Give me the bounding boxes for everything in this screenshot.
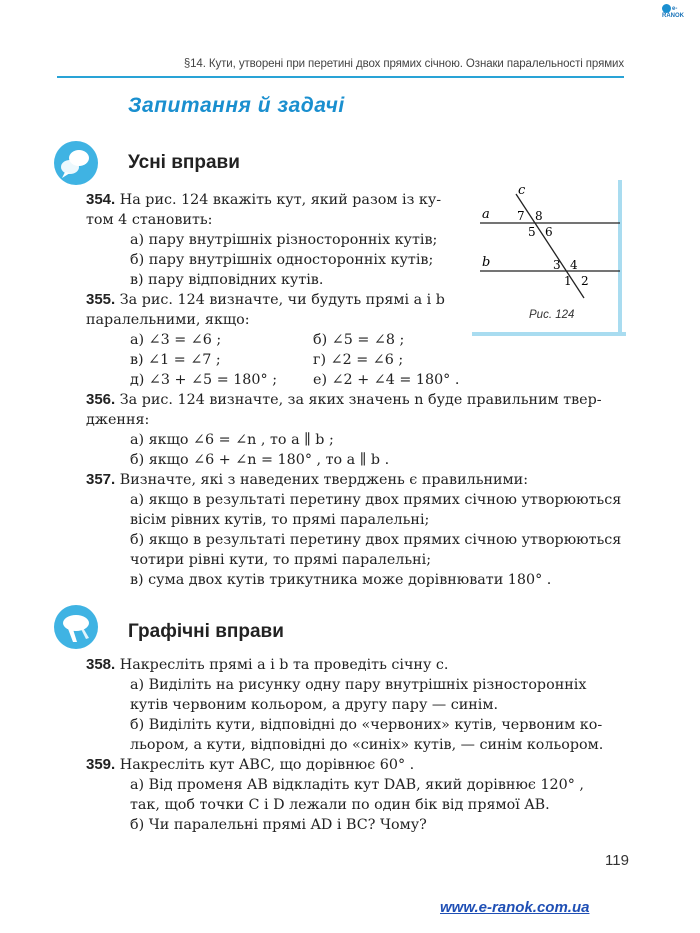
exercise-355-number: 355. xyxy=(86,291,116,308)
angle-label-7: 7 xyxy=(517,209,525,223)
exercise-354-option-a: а) пару внутрішніх різносторонніх кутів; xyxy=(130,232,438,248)
exercise-359-line-1: 359. Накресліть кут ABC, що дорівнює 60° . xyxy=(86,756,415,773)
angle-label-5: 5 xyxy=(528,225,536,239)
header-divider xyxy=(57,76,624,78)
angle-label-8: 8 xyxy=(535,209,543,223)
label-c: c xyxy=(518,183,526,198)
drawing-compass-icon xyxy=(53,604,99,650)
exercise-357-option-c: в) сума двох кутів трикутника може дорівнювати 180° . xyxy=(130,572,552,588)
angle-label-1: 1 xyxy=(564,274,572,288)
exercise-359-option-b: б) Чи паралельні прямі AD і BC? Чому? xyxy=(130,817,427,833)
exercise-357-option-a-line-2: вісім рівних кутів, то прямі паралельні; xyxy=(130,512,430,528)
exercise-358-option-a-line-2: кутів червоним кольором, а другу пару — синім. xyxy=(130,697,499,713)
exercise-355-option-g: г) ∠2 = ∠6 ; xyxy=(313,352,404,368)
exercise-357-option-b-line-2: чотири рівні кути, то прямі паралельні; xyxy=(130,552,432,568)
angle-label-3: 3 xyxy=(553,258,561,272)
publisher-logo: e-RANOK xyxy=(662,4,698,18)
exercise-355-line-2: паралельними, якщо: xyxy=(86,312,250,328)
angle-label-2: 2 xyxy=(581,274,589,288)
angle-label-4: 4 xyxy=(570,258,578,272)
exercise-357-number: 357. xyxy=(86,471,116,488)
exercise-356-line-1: 356. За рис. 124 визначте, за яких значень n буде правильним твер- xyxy=(86,391,602,408)
page-number: 119 xyxy=(605,852,629,869)
figure-124-diagram xyxy=(472,180,622,310)
exercise-356-line-2: дження: xyxy=(86,412,150,428)
label-a: a xyxy=(482,207,490,222)
label-b: b xyxy=(482,255,491,270)
exercise-359-option-a-line-2: так, щоб точки C і D лежали по один бік від прямої AB. xyxy=(130,797,550,813)
speech-bubbles-icon xyxy=(53,140,99,186)
exercise-356-option-b: б) якщо ∠6 + ∠n = 180° , то a ∥ b . xyxy=(130,452,390,468)
exercise-358-option-a-line-1: а) Виділіть на рисунку одну пару внутрішніх різносторонніх xyxy=(130,677,587,693)
exercise-356-number: 356. xyxy=(86,391,116,408)
oral-exercises-heading: Усні вправи xyxy=(128,152,240,173)
figure-caption: Рис. 124 xyxy=(529,309,575,321)
publisher-website-link[interactable]: www.e-ranok.com.ua xyxy=(440,899,590,916)
exercise-357-option-a-line-1: а) якщо в результаті перетину двох прямих січною утворюються xyxy=(130,492,622,508)
section-title: Запитання й задачі xyxy=(128,94,345,117)
exercise-355-option-v: в) ∠1 = ∠7 ; xyxy=(130,352,221,368)
exercise-358-line-1: 358. Накресліть прямі a і b та проведіть січну c. xyxy=(86,656,449,673)
exercise-355-option-b: б) ∠5 = ∠8 ; xyxy=(313,332,405,348)
exercise-357-line-1: 357. Визначте, які з наведених тверджень є правильними: xyxy=(86,471,529,488)
exercise-354-line-2: том 4 становить: xyxy=(86,212,213,228)
line-c-transversal xyxy=(516,194,584,298)
figure-frame-bottom xyxy=(472,332,626,336)
exercise-354-number: 354. xyxy=(86,191,116,208)
exercise-354-option-b: б) пару внутрішніх односторонніх кутів; xyxy=(130,252,434,268)
exercise-354-line-1: 354. На рис. 124 вкажіть кут, який разом із ку- xyxy=(86,191,442,208)
exercise-359-number: 359. xyxy=(86,756,116,773)
exercise-355-option-d: д) ∠3 + ∠5 = 180° ; xyxy=(130,372,278,388)
graphic-exercises-heading: Графічні вправи xyxy=(128,621,284,642)
exercise-355-option-e: е) ∠2 + ∠4 = 180° . xyxy=(313,372,460,388)
exercise-358-option-b-line-1: б) Виділіть кути, відповідні до «червоних» кутів, червоним ко- xyxy=(130,717,603,733)
exercise-357-option-b-line-1: б) якщо в результаті перетину двох прямих січною утворюються xyxy=(130,532,622,548)
exercise-355-option-a: а) ∠3 = ∠6 ; xyxy=(130,332,222,348)
exercise-358-option-b-line-2: льором, а кути, відповідні до «синіх» кутів, — синім кольором. xyxy=(130,737,604,753)
exercise-358-number: 358. xyxy=(86,656,116,673)
running-header: §14. Кути, утворені при перетині двох прямих січною. Ознаки паралельності прямих xyxy=(183,58,624,70)
exercise-355-line-1: 355. За рис. 124 визначте, чи будуть прямі a і b xyxy=(86,291,445,308)
exercise-359-option-a-line-1: а) Від променя AB відкладіть кут DAB, який дорівнює 120° , xyxy=(130,777,584,793)
exercise-356-option-a: а) якщо ∠6 = ∠n , то a ∥ b ; xyxy=(130,432,334,448)
exercise-354-option-c: в) пару відповідних кутів. xyxy=(130,272,324,288)
logo-ball-icon xyxy=(662,4,671,13)
angle-label-6: 6 xyxy=(545,225,553,239)
